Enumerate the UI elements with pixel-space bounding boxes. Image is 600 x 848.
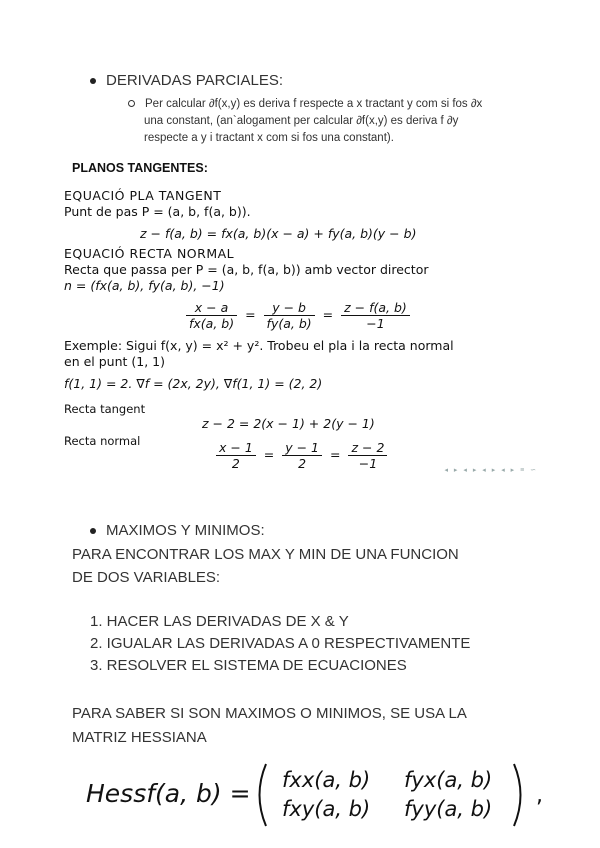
punt-pas: Punt de pas P = (a, b, f(a, b)). [64,204,251,219]
hessian-matrix [282,766,492,824]
recta-normal-label: Recta normal [64,434,141,448]
derivadas-sub-line2: una constant, (an`alogament per calcular ∂f(x,y) es deriva f ∂y [144,115,459,127]
steps-list [90,611,470,677]
maximos-heading-row [90,522,265,539]
gradient-line: f(1, 1) = 2. ∇f = (2x, 2y), ∇f(1, 1) = (2, 2) [64,376,323,391]
eq-pla-title: EQUACIÓ PLA TANGENT [64,188,222,203]
maximos-intro-line2: DE DOS VARIABLES: [72,569,221,586]
exemple-line2: en el punt (1, 1) [64,354,165,369]
hessiana-line1: PARA SABER SI SON MAXIMOS O MINIMOS, SE USA LA [72,705,467,722]
exemple-line1: Exemple: Sigui f(x, y) = x² + y². Trobeu el pla i la recta normal [64,338,454,353]
hessian-row1 [282,766,492,795]
beamer-nav-icons: ◂ ▸ ◂ ▸ ◂ ▸ ◂ ▸ ≡ ∽ [444,467,538,474]
frac-y: $\frac{y - b}{fy(a, b)}$ [264,300,315,331]
derivadas-sub-line3: respecte a y i tractant x com si fos una constant). [144,132,394,144]
hessian-left-paren [250,762,270,833]
normal-line-equation: $\frac{x - a}{fx(a, b)}$ = $\frac{y - b}{fy(a, b)}$ = $\frac{z - f(a, b)}{-1}$ [182,300,414,331]
maximos-intro [72,543,459,589]
hessiana-text [72,702,467,750]
derivadas-heading-row [90,72,283,89]
hessian-right-paren [510,762,530,833]
recta-line1: Recta que passa per P = (a, b, f(a, b)) amb vector director [64,262,429,277]
frac-x: $\frac{x - a}{fx(a, b)}$ [186,300,237,331]
maximos-intro-line1: PARA ENCONTRAR LOS MAX Y MIN DE UNA FUNCION [72,546,459,563]
frac-z: $\frac{z - f(a, b)}{-1}$ [341,300,410,331]
pla-formula: z − f(a, b) = fx(a, b)(x − a) + fy(a, b)(y − b) [140,226,417,241]
m11: fxx(a, b) [282,768,371,792]
m22: fyy(a, b) [404,797,493,821]
derivadas-sub [128,96,482,147]
derivadas-sub-line1: Per calcular ∂f(x,y) es deriva f respecte a x tractant y com si fos ∂x [128,96,482,113]
frac-n3: $\frac{z - 2}{-1}$ [348,440,387,471]
frac-n1: $\frac{x - 1}{2}$ [216,440,256,471]
recta-line2: n = (fx(a, b), fy(a, b), −1) [64,278,225,293]
step-item: 1. HACER LAS DERIVADAS DE X & Y [90,613,349,630]
bullet-icon [90,528,96,534]
hessiana-line2: MATRIZ HESSIANA [72,729,207,746]
derivadas-heading: DERIVADAS PARCIALES: [106,72,283,89]
planos-heading: PLANOS TANGENTES: [72,161,208,175]
maximos-heading: MAXIMOS Y MINIMOS: [106,522,265,539]
step-item: 3. RESOLVER EL SISTEMA DE ECUACIONES [90,657,407,674]
step-item: 2. IGUALAR LAS DERIVADAS A 0 RESPECTIVAMENTE [90,635,471,652]
m12: fyx(a, b) [404,768,493,792]
right-paren-icon [510,762,530,828]
slide-image [52,182,546,480]
eq-recta-title: EQUACIÓ RECTA NORMAL [64,246,235,261]
bullet-icon [90,78,96,84]
recta-tangent-label: Recta tangent [64,402,146,416]
hessian-lhs: Hessf(a, b) = [86,779,251,808]
m21: fxy(a, b) [282,797,371,821]
recta-tangent-formula: z − 2 = 2(x − 1) + 2(y − 1) [202,416,375,431]
circle-bullet-icon [128,100,135,107]
frac-n2: $\frac{y - 1}{2}$ [282,440,322,471]
normal-example-equation: $\frac{x - 1}{2}$ = $\frac{y - 1}{2}$ = $\frac{z - 2}{-1}$ [212,440,391,471]
hessian-row2 [282,795,492,824]
hessian-comma: , [536,783,543,808]
left-paren-icon [250,762,270,828]
